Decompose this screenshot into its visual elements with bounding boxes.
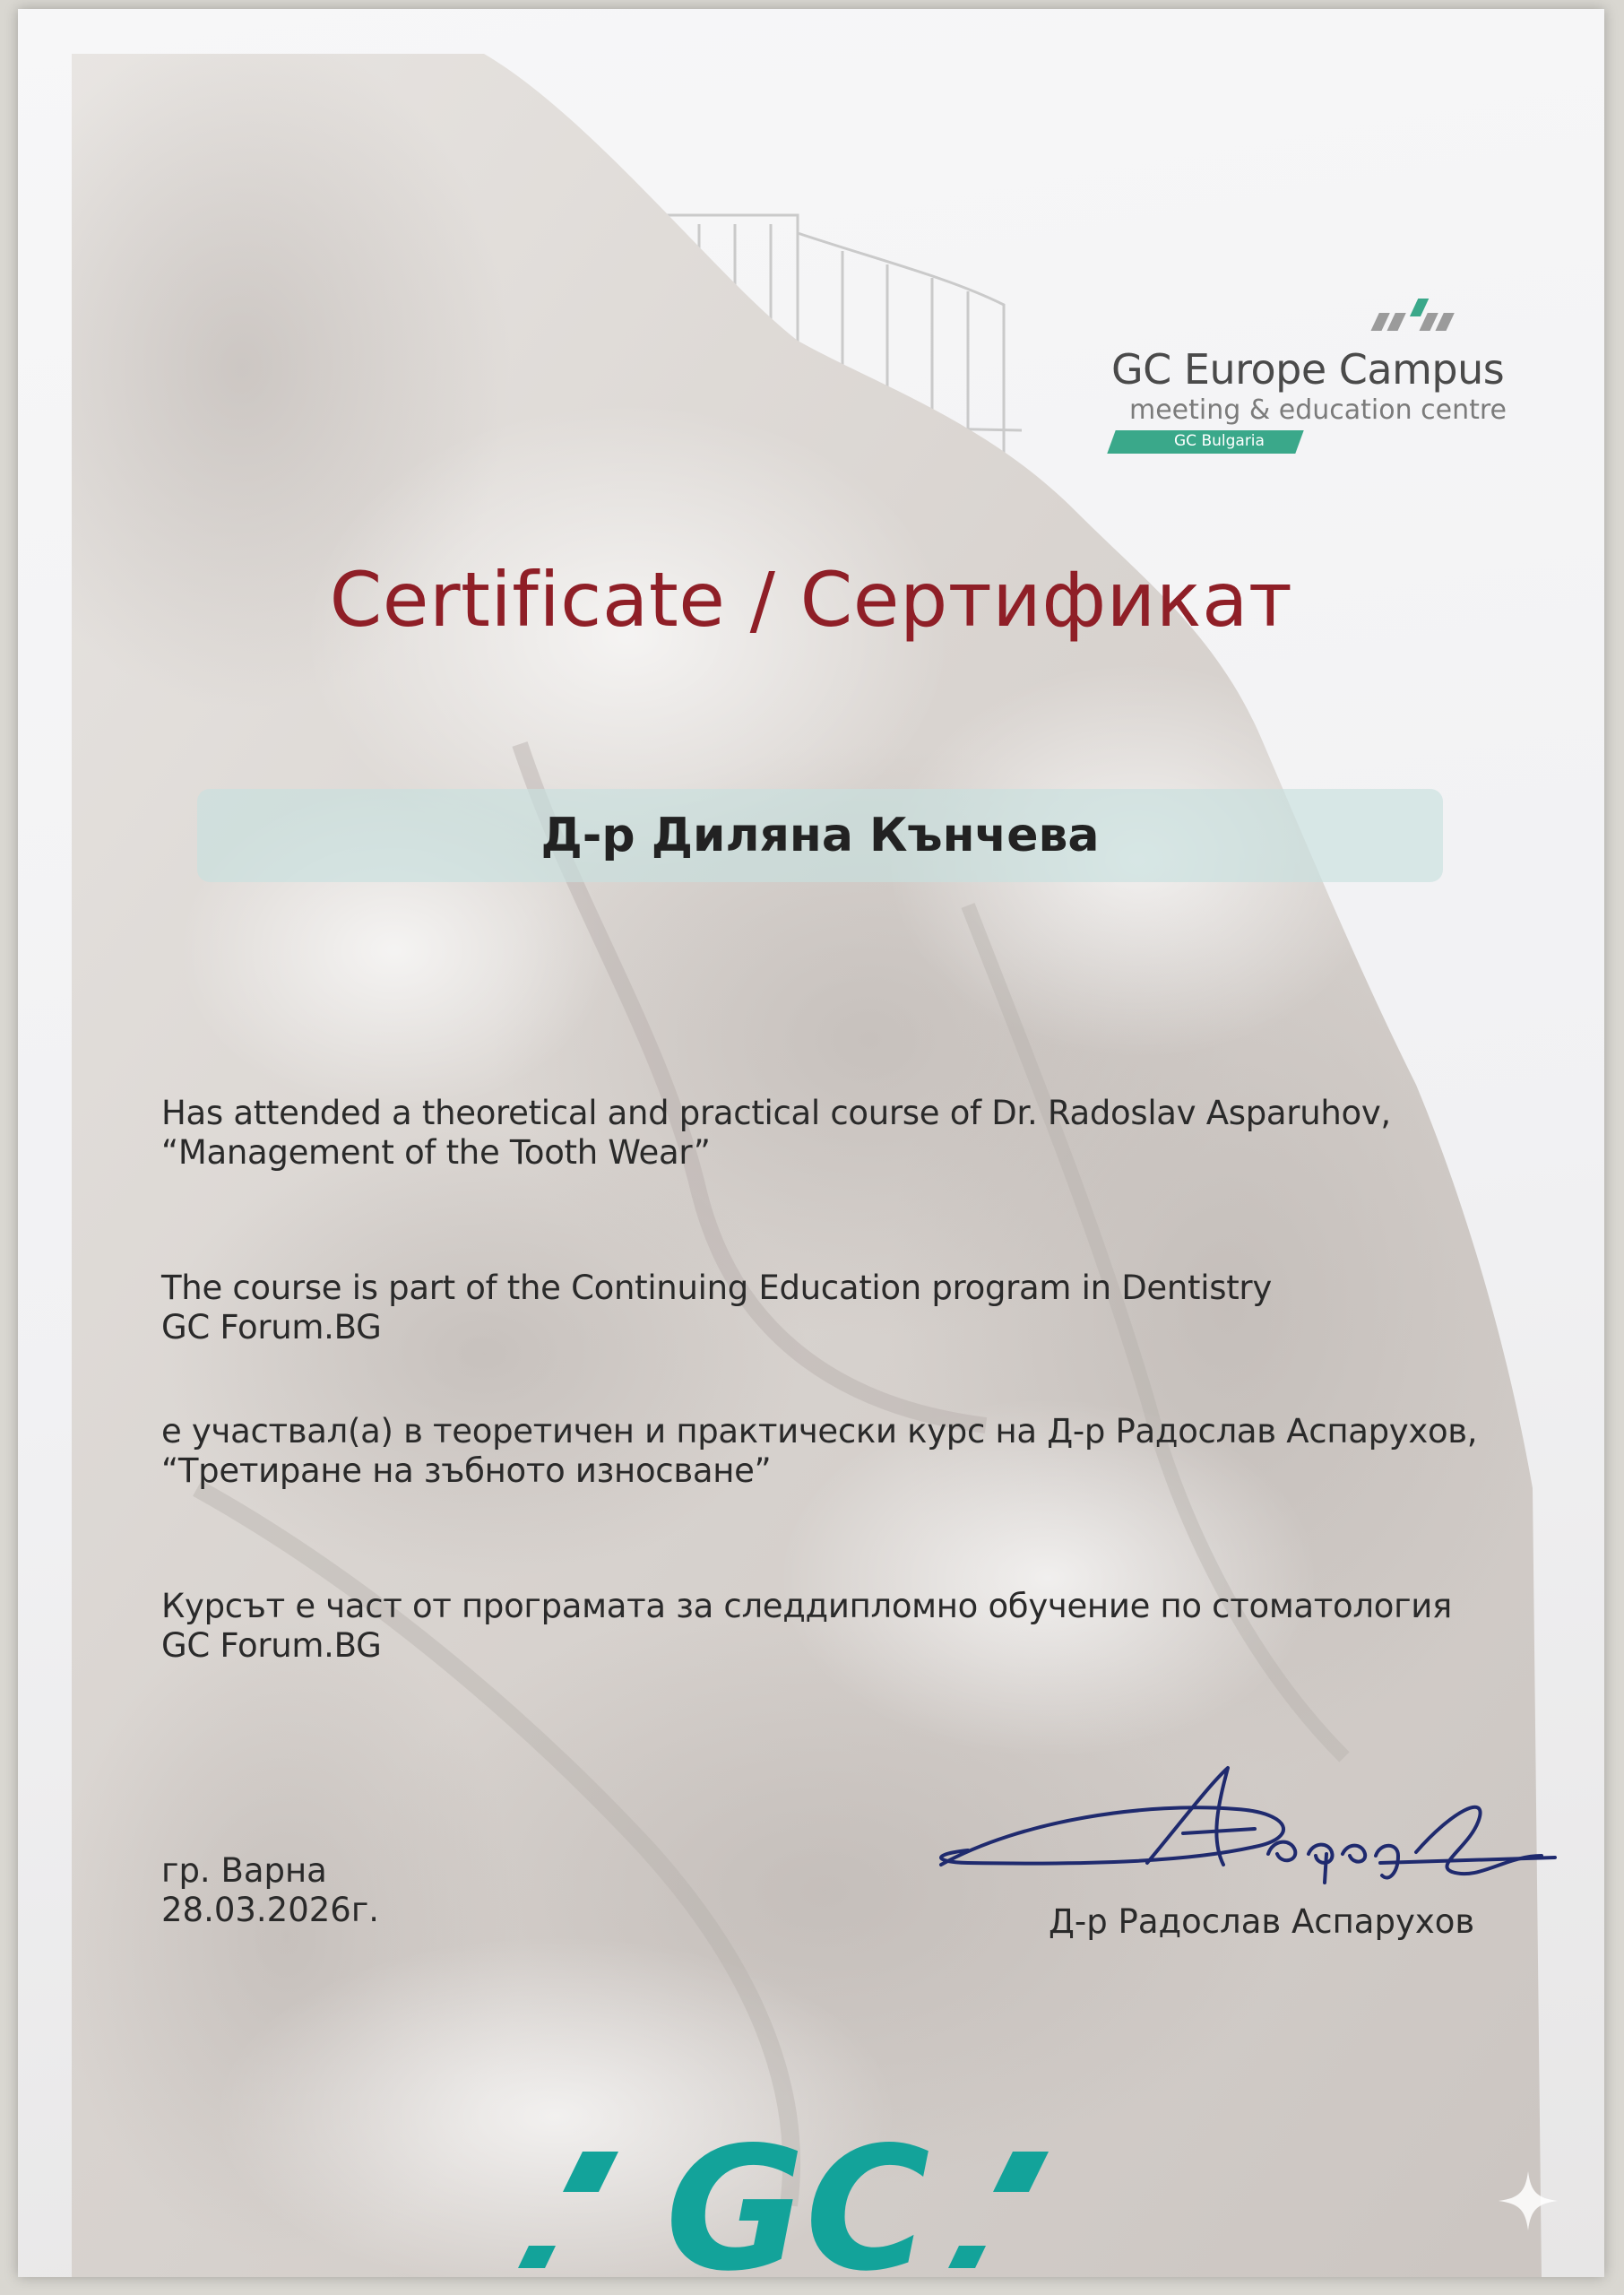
paragraph-en-program xyxy=(161,1269,1506,1347)
gc-brand-logo xyxy=(493,2098,1138,2277)
issue-date: 28.03.2026г. xyxy=(161,1891,380,1929)
campus-subtitle: meeting & education centre xyxy=(1129,394,1507,426)
campus-badge-label: GC Bulgaria xyxy=(1174,432,1265,450)
paragraph-line: Has attended a theoretical and practical course of Dr. Radoslav Asparuhov, xyxy=(161,1094,1391,1132)
signer-name: Д-р Радослав Аспарухов xyxy=(1049,1902,1475,1941)
gc-logo-letters: GC xyxy=(665,2110,930,2277)
paragraph-line: GC Forum.BG xyxy=(161,1308,382,1347)
place-and-date xyxy=(161,1851,379,1930)
recipient-band xyxy=(197,789,1443,882)
paragraph-bg-program xyxy=(161,1587,1506,1666)
sparkle-icon xyxy=(1497,2169,1559,2232)
gc-europe-campus-logo xyxy=(1093,278,1506,457)
paragraph-bg-attended xyxy=(161,1412,1506,1491)
paragraph-line: е участвал(а) в теоретичен и практически курс на Д-р Радослав Аспарухов, xyxy=(161,1412,1478,1451)
paragraph-en-attended xyxy=(161,1094,1506,1173)
paragraph-line: GC Forum.BG xyxy=(161,1626,382,1665)
paragraph-line: Курсът е част от програмата за следдипломно обучение по стоматология xyxy=(161,1587,1452,1625)
city: гр. Варна xyxy=(161,1851,327,1890)
certificate-title: Certificate / Сертификат xyxy=(329,556,1293,644)
paragraph-line: “Третиране на зъбното износване” xyxy=(161,1451,772,1490)
campus-logo-mark-icon xyxy=(1362,291,1497,336)
certificate-sheet xyxy=(18,9,1604,2277)
paragraph-line: “Management of the Tooth Wear” xyxy=(161,1133,711,1172)
paragraph-line: The course is part of the Continuing Education program in Dentistry xyxy=(161,1269,1272,1307)
handwritten-signature xyxy=(914,1757,1559,1910)
campus-title: GC Europe Campus xyxy=(1111,345,1505,394)
recipient-name: Д-р Диляна Кънчева xyxy=(540,809,1100,862)
